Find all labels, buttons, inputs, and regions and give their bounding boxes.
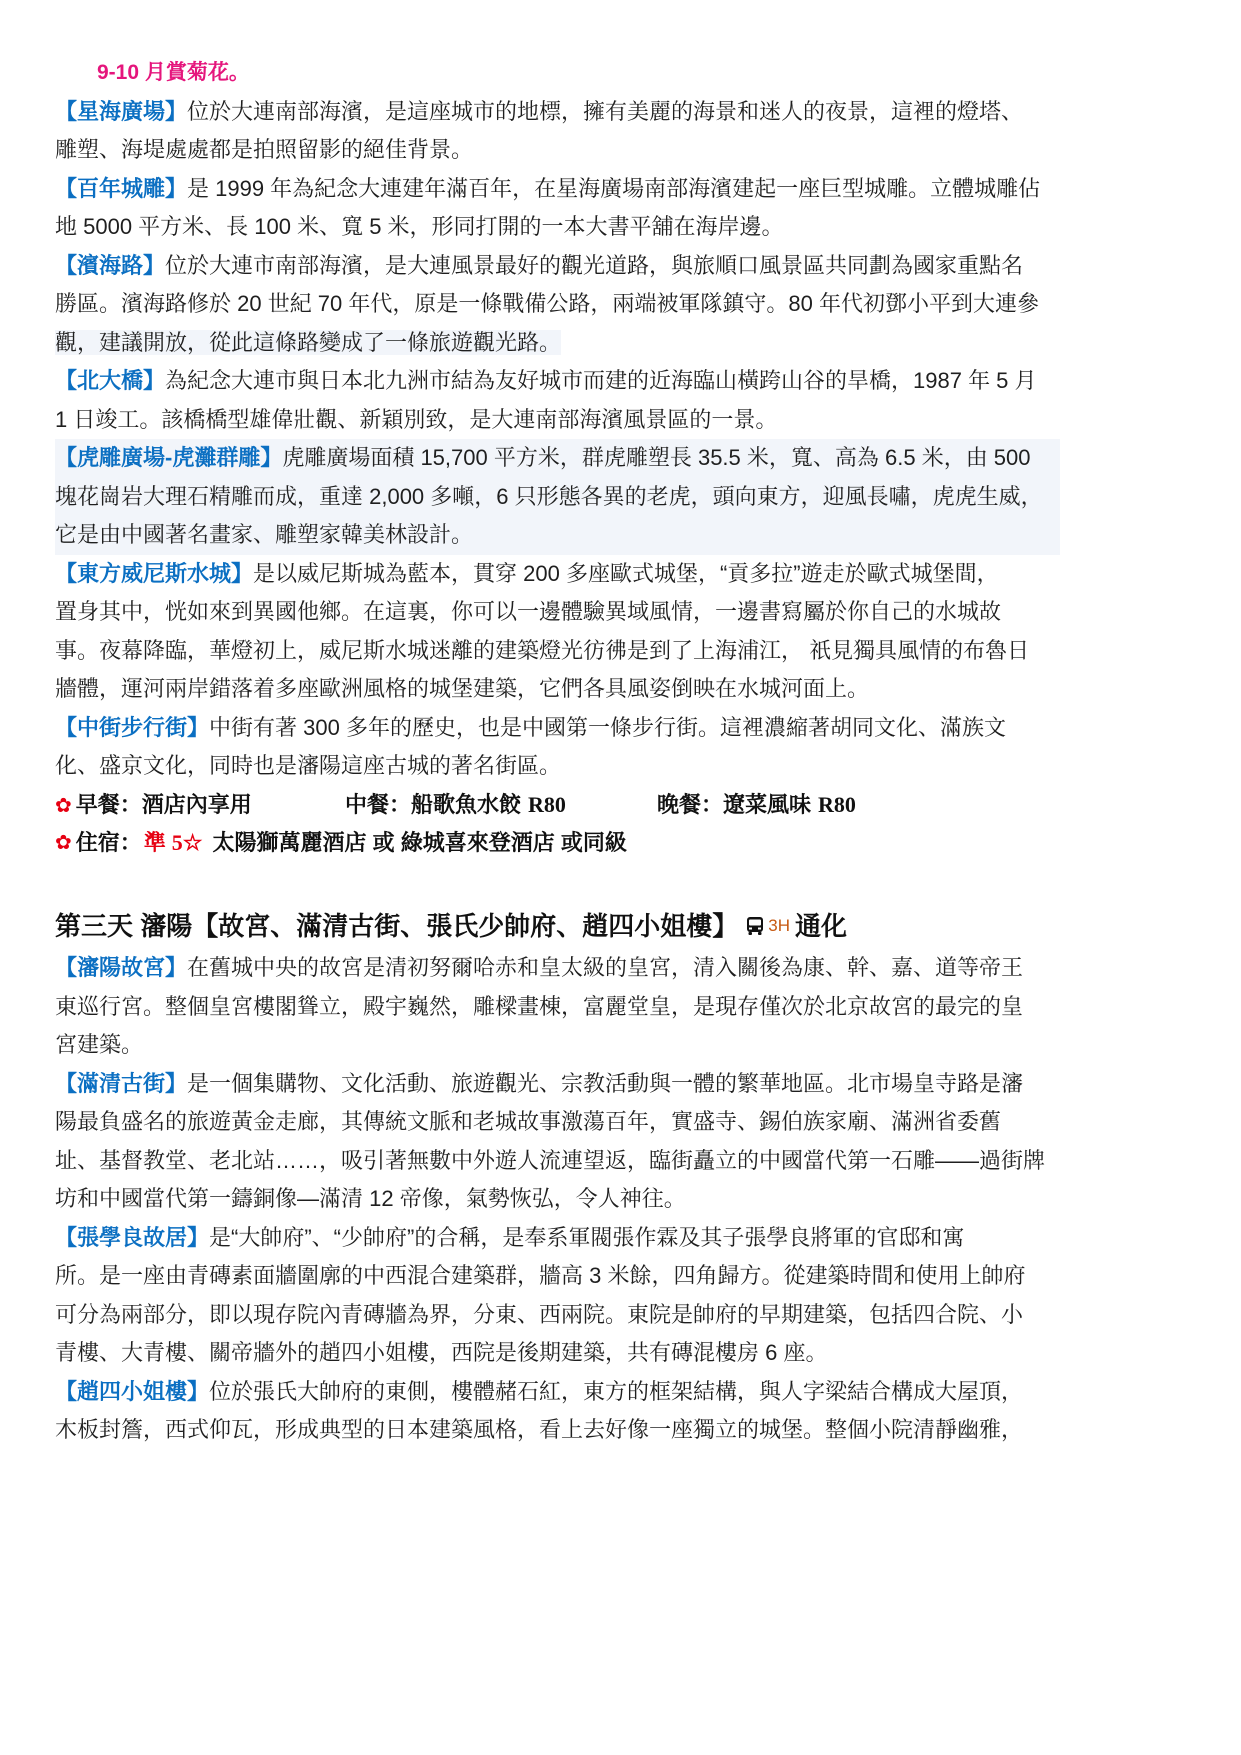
day3-heading bbox=[55, 905, 847, 947]
attraction-title: 【中街步行街】 bbox=[55, 714, 210, 740]
day3-content bbox=[55, 949, 1095, 1450]
paragraph-text: 是一個集購物、文化活動、旅遊觀光、宗教活動與一體的繁華地區。北市場皇寺路是瀋 bbox=[187, 1070, 1024, 1096]
bus-icon bbox=[746, 916, 764, 936]
paragraph-line bbox=[55, 555, 1095, 594]
paragraph-line: 坊和中國當代第一鑄銅像—滿清 12 帝像，氣勢恢弘，令人神往。 bbox=[55, 1186, 686, 1211]
attraction-oriental-venice bbox=[55, 555, 1095, 709]
paragraph-text: 位於大連南部海濱，是這座城市的地標，擁有美麗的海景和迷人的夜景，這裡的燈塔、 bbox=[187, 98, 1024, 124]
flower-icon: ✿ bbox=[55, 794, 72, 817]
paragraph-line: 所。是一座由青磚素面牆圍廓的中西混合建築群，牆高 3 米餘，四角歸方。從建築時間和使用上帥府 bbox=[55, 1263, 1026, 1288]
breakfast-text: 早餐：酒店內享用 bbox=[75, 791, 252, 817]
lunch bbox=[345, 786, 657, 825]
paragraph-text: 是以威尼斯城為藍本，貫穿 200 多座歐式城堡，“貢多拉”遊走於歐式城堡間， bbox=[253, 560, 999, 586]
paragraph-text: 是“大帥府”、“少帥府”的合稱，是奉系軍閥張作霖及其子張學良將軍的官邸和寓 bbox=[209, 1224, 965, 1250]
attraction-zhang-residence bbox=[55, 1219, 1095, 1373]
attraction-xinghai-square bbox=[55, 93, 1095, 170]
meals-row bbox=[55, 786, 1095, 825]
paragraph-text: 觀，建議開放，從此這條路變成了一條旅遊觀光路。 bbox=[55, 329, 562, 355]
paragraph-line: 址、基督教堂、老北站……，吸引著無數中外遊人流連望返，臨街矗立的中國當代第一石雕——過街牌 bbox=[55, 1147, 1046, 1173]
season-note: 9-10 月賞菊花。 bbox=[97, 61, 250, 84]
paragraph-line bbox=[55, 1219, 1095, 1258]
paragraph-line bbox=[55, 324, 1095, 363]
flower-icon: ✿ bbox=[55, 832, 72, 854]
attraction-north-bridge bbox=[55, 362, 1095, 439]
paragraph-text: 中街有著 300 多年的歷史，也是中國第一條步行街。這裡濃縮著胡同文化、滿族文 bbox=[209, 714, 1006, 740]
attraction-tiger-square bbox=[55, 439, 1060, 555]
attraction-title: 【瀋陽故宮】 bbox=[55, 955, 188, 980]
attraction-title: 【北大橋】 bbox=[55, 368, 166, 393]
lodging-label: 住宿： bbox=[75, 830, 142, 855]
paragraph-line: 雕塑、海堤處處都是拍照留影的絕佳背景。 bbox=[55, 137, 474, 162]
attraction-manchu-street bbox=[55, 1065, 1095, 1219]
paragraph-line bbox=[55, 949, 1095, 988]
paragraph-line: 陽最負盛名的旅遊黃金走廊，其傳統文脈和老城故事激蕩百年，實盛寺、錫伯族家廟、滿洲省委舊 bbox=[55, 1109, 1002, 1134]
paragraph-line bbox=[55, 93, 1095, 132]
paragraph-text: 是 1999 年為紀念大連建年滿百年，在星海廣場南部海濱建起一座巨型城雕。立體城雕佔 bbox=[187, 175, 1041, 201]
dinner-price: R80 bbox=[818, 791, 856, 817]
attraction-title: 【趙四小姐樓】 bbox=[55, 1378, 210, 1404]
paragraph-line bbox=[55, 709, 1095, 748]
breakfast bbox=[55, 786, 345, 825]
lodging-row bbox=[55, 824, 1095, 863]
attraction-title: 【滿清古街】 bbox=[55, 1070, 188, 1096]
paragraph-line: 宮建築。 bbox=[55, 1032, 144, 1057]
attraction-title: 【濱海路】 bbox=[55, 252, 166, 278]
paragraph-line bbox=[55, 1373, 1095, 1412]
day2-content bbox=[55, 54, 1095, 863]
attraction-shenyang-palace bbox=[55, 949, 1095, 1065]
paragraph-line bbox=[55, 170, 1095, 209]
attraction-title: 【東方威尼斯水城】 bbox=[55, 560, 254, 586]
paragraph-text: 虎雕廣場面積 15,700 平方米，群虎雕塑長 35.5 米，寬、高為 6.5 米，由 500 bbox=[282, 445, 1031, 470]
attraction-title: 【百年城雕】 bbox=[55, 175, 188, 201]
travel-time: 3H bbox=[768, 916, 790, 935]
paragraph-line: 木板封簷，西式仰瓦，形成典型的日本建築風格，看上去好像一座獨立的城堡。整個小院清靜幽雅， bbox=[55, 1417, 1024, 1442]
attraction-title: 【星海廣場】 bbox=[55, 98, 188, 124]
attraction-title: 【張學良故居】 bbox=[55, 1224, 210, 1250]
paragraph-line: 青樓、大青樓、關帝牆外的趙四小姐樓，西院是後期建築，共有磚混樓房 6 座。 bbox=[55, 1340, 828, 1365]
paragraph-line bbox=[55, 247, 1095, 286]
paragraph-line: 1 日竣工。該橋橋型雄偉壯觀、新穎別致，是大連南部海濱風景區的一景。 bbox=[55, 406, 778, 432]
day-heading-title: 第三天 瀋陽【故宮、滿清古街、張氏少帥府、趙四小姐樓】 bbox=[55, 911, 739, 941]
paragraph-line: 置身其中，恍如來到異國他鄉。在這裏，你可以一邊體驗異域風情，一邊書寫屬於你自己的水城故 bbox=[55, 599, 1002, 624]
hotel-names: 太陽獅萬麗酒店 或 綠城喜來登酒店 或同級 bbox=[212, 830, 627, 855]
paragraph-line: 勝區。濱海路修於 20 世紀 70 年代，原是一條戰備公路，兩端被軍隊鎮守。80 年代初鄧小平到大連參 bbox=[55, 291, 1039, 316]
paragraph-text: 為紀念大連市與日本北九洲市結為友好城市而建的近海臨山橫跨山谷的旱橋，1987 年 5 月 bbox=[165, 368, 1037, 393]
paragraph-line bbox=[55, 1065, 1095, 1104]
paragraph-line: 牆體，運河兩岸錯落着多座歐洲風格的城堡建築，它們各具風姿倒映在水城河面上。 bbox=[55, 676, 870, 701]
attraction-binhai-road bbox=[55, 247, 1095, 363]
paragraph-line bbox=[55, 362, 1095, 401]
attraction-centennial-sculpture bbox=[55, 170, 1095, 247]
attraction-zhongjie-street bbox=[55, 709, 1095, 786]
paragraph-text: 位於大連市南部海濱，是大連風景最好的觀光道路，與旅順口風景區共同劃為國家重點名 bbox=[165, 252, 1024, 278]
paragraph-line: 可分為兩部分，即以現存院內青磚牆為界，分東、西兩院。東院是帥府的早期建築，包括四合院、小 bbox=[55, 1301, 1024, 1327]
dinner-text: 晚餐：遼菜風味 bbox=[657, 791, 812, 817]
paragraph-line bbox=[55, 439, 1060, 478]
destination: 通化 bbox=[794, 911, 847, 941]
attraction-title: 【虎雕廣場-虎灘群雕】 bbox=[55, 445, 283, 470]
paragraph-text: 位於張氏大帥府的東側，樓體赭石紅，東方的框架結構，與人字梁結合構成大屋頂， bbox=[209, 1378, 1024, 1404]
hotel-grade-stars: 5☆ bbox=[171, 830, 203, 855]
paragraph-line: 塊花崗岩大理石精雕而成，重達 2,000 多噸，6 只形態各異的老虎，頭向東方，迎風長嘯，虎虎生威， bbox=[55, 483, 1043, 509]
hotel-grade-prefix: 準 bbox=[143, 830, 166, 855]
paragraph-line: 東巡行宮。整個皇宮樓閣聳立，殿宇巍然，雕樑畫棟，富麗堂皇，是現存僅次於北京故宮的最完的皇 bbox=[55, 993, 1024, 1019]
attraction-zhao-si-building bbox=[55, 1373, 1095, 1450]
dinner bbox=[657, 786, 856, 825]
lunch-price: R80 bbox=[528, 791, 566, 817]
lunch-text: 中餐：船歌魚水餃 bbox=[345, 791, 522, 817]
paragraph-line: 化、盛京文化，同時也是瀋陽這座古城的著名街區。 bbox=[55, 753, 562, 778]
paragraph-line: 它是由中國著名畫家、雕塑家韓美林設計。 bbox=[55, 522, 474, 547]
paragraph-line: 事。夜幕降臨，華燈初上，威尼斯水城迷離的建築燈光彷彿是到了上海浦江， 祇見獨具風情的布魯日 bbox=[55, 637, 1030, 663]
paragraph-line: 地 5000 平方米、長 100 米、寬 5 米，形同打開的一本大書平舖在海岸邊。 bbox=[55, 214, 784, 239]
paragraph-text: 在舊城中央的故宮是清初努爾哈赤和皇太級的皇宮，清入關後為康、幹、嘉、道等帝王 bbox=[187, 955, 1024, 980]
